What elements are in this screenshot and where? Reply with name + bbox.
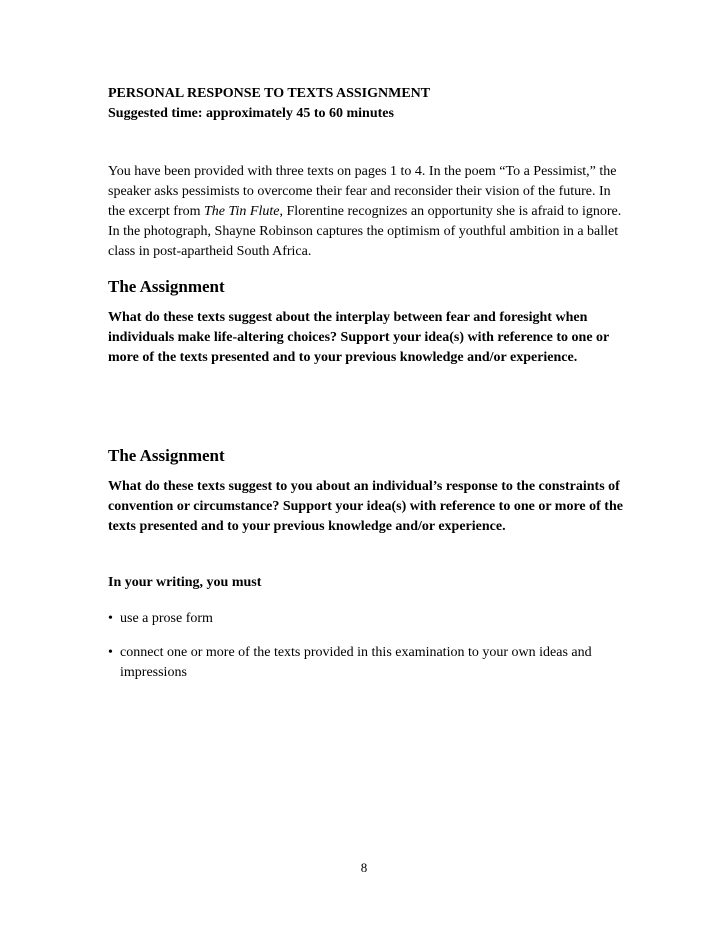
suggested-time: Suggested time: approximately 45 to 60 minutes bbox=[108, 106, 394, 121]
assignment-heading-2: The Assignment bbox=[108, 446, 225, 465]
assignment-title: PERSONAL RESPONSE TO TEXTS ASSIGNMENT bbox=[108, 86, 431, 101]
requirement-text: connect one or more of the texts provided in this examination to your own ideas and impressions bbox=[120, 645, 592, 680]
requirement-text: use a prose form bbox=[120, 611, 213, 626]
requirement-item bbox=[108, 609, 628, 629]
page-content bbox=[108, 84, 628, 683]
assignment-heading-1: The Assignment bbox=[108, 277, 225, 296]
bullet-icon: • bbox=[108, 611, 113, 626]
assignment-prompt-1: What do these texts suggest about the interplay between fear and foresight when individuals make life-altering choices? Support your idea(s) with reference to one or more of the texts presented and to your previous knowledge and/or experience. bbox=[108, 310, 609, 365]
intro-italic-title: The Tin Flute bbox=[204, 204, 280, 219]
requirement-item bbox=[108, 643, 628, 683]
page-number: 8 bbox=[360, 860, 368, 875]
assignment-prompt-2: What do these texts suggest to you about an individual’s response to the constraints of convention or circumstance? Support your idea(s) with reference to one or more of the texts presented and to your previous knowledge and/or experience. bbox=[108, 479, 623, 534]
intro-text-part1: You have been provided with three texts on pages 1 to 4. In the poem “To a Pessimist,” the speaker asks pessimists to overcome their fear and reconsider their vision of the future. In the excerpt from bbox=[108, 164, 617, 219]
intro-paragraph bbox=[108, 162, 628, 262]
intro-text-part2: , Florentine recognizes an opportunity she is afraid to ignore. In the photograph, Shayne Robinson captures the optimism of youthful ambition in a ballet class in post-apartheid South Africa. bbox=[108, 204, 622, 259]
requirements-label: In your writing, you must bbox=[108, 575, 262, 590]
bullet-icon: • bbox=[108, 645, 113, 660]
requirements-list bbox=[108, 609, 628, 683]
